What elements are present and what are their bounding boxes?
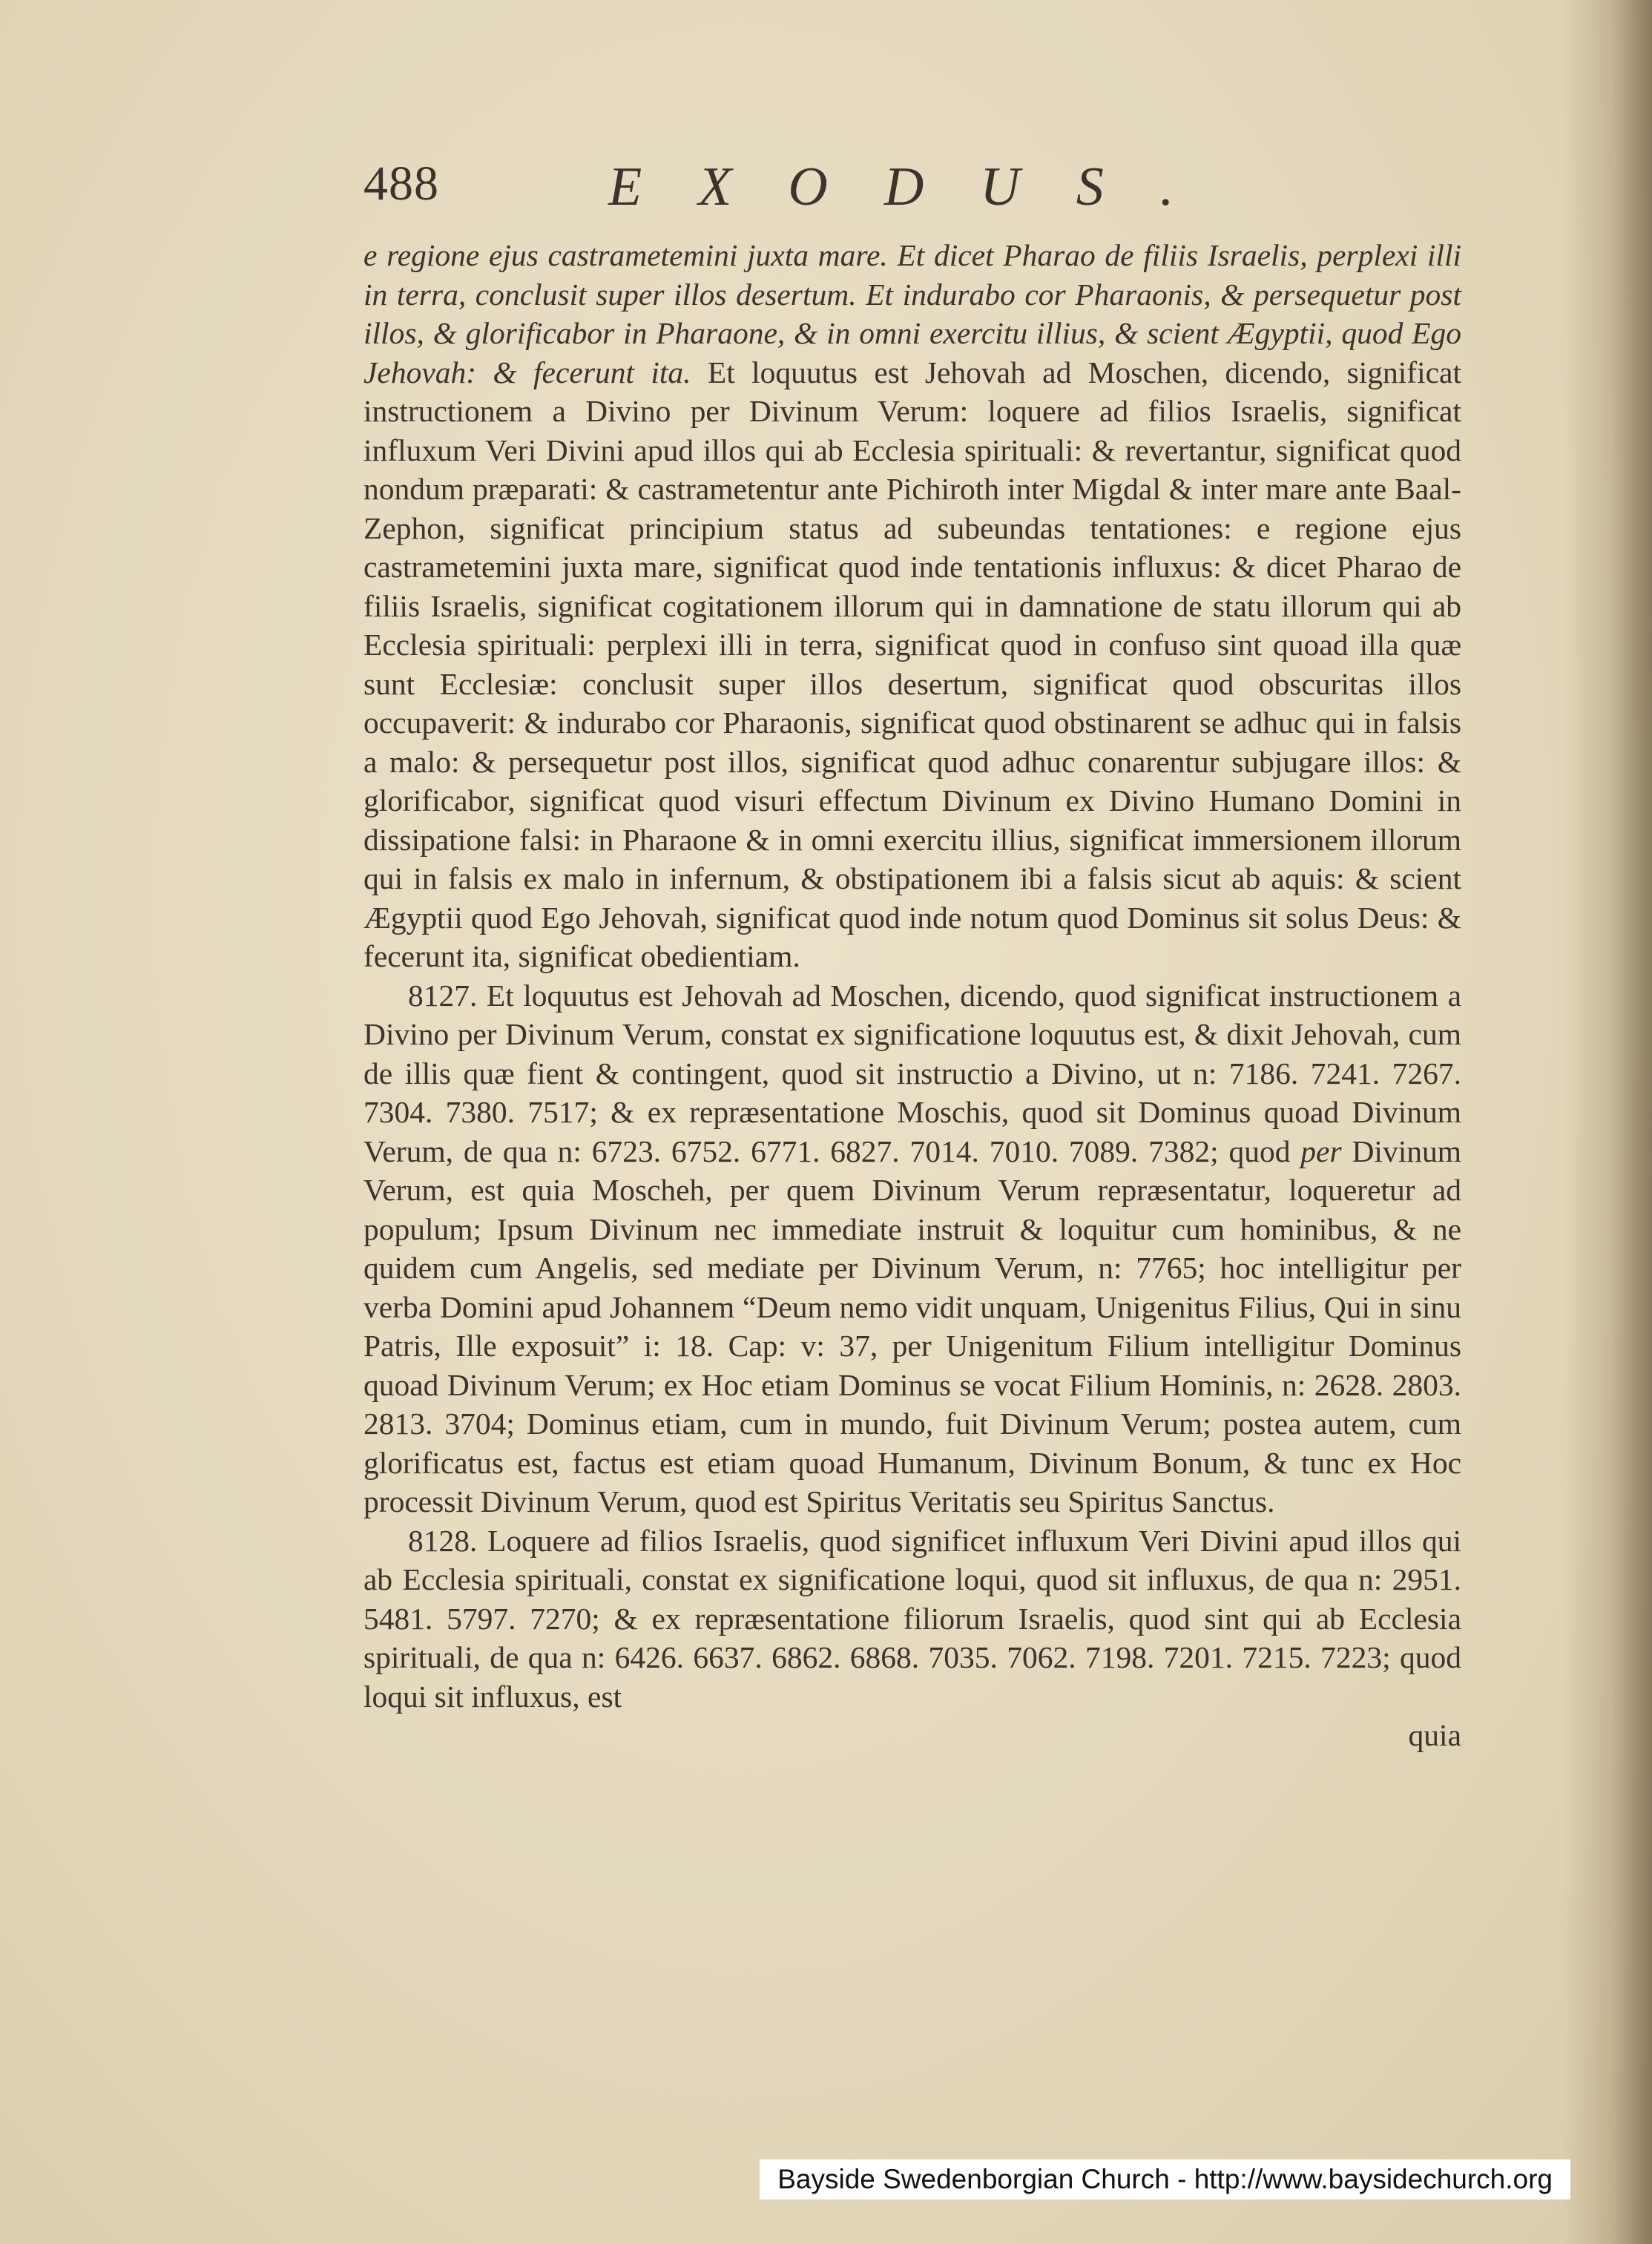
running-head — [363, 156, 1476, 237]
paragraph-8127-text-b: Divinum Verum, est quia Moscheh, per quem Divinum Verum repræsentatur, loqueretur ad populum; Ipsum Divinum nec immediate instruit & loquitur cum hominibus, & ne quidem cum Angelis, sed mediate per Divinum Verum, n: 7765; hoc intelligitur per verba Domini apud Johannem “Deum nemo vidit unquam, Unigenitus Filius, Qui in sinu Patris, Ille exposuit” i: 18. Cap: v: 37, per Unigenitum Filium intelligitur Dominus quoad Divinum Verum; ex Hoc etiam Dominus se vocat Filium Hominis, n: 2628. 2803. 2813. 3704; Dominus etiam, cum in mundo, fuit Divinum Verum; postea autem, cum glorificatus est, factus est etiam quoad Humanum, Divinum Bonum, & tunc ex Hoc processit Divinum Verum, quod est Spiritus Veritatis seu Spiritus Sanctus. — [363, 1133, 1461, 1519]
paragraph-8127-italic-per: per — [1300, 1133, 1342, 1168]
page-number: 488 — [363, 157, 439, 211]
book-title: EXODUS. — [608, 157, 1231, 217]
text-block — [363, 236, 1461, 1755]
intro-explanation: Et loquutus est Jehovah ad Moschen, dicendo, significat instructionem a Divino per Divinum Verum: loquere ad filios Israelis, significat influxum Veri Divini apud illos qui ab Ecclesia spirituali: & revertantur, significat quod nondum præparati: & castrametentur ante Pichiroth inter Migdal & inter mare ante Baal-Zephon, significat principium status ad subeundas tentationes: e regione ejus castrametemini juxta mare, significat quod inde tentationis influxus: & dicet Pharao de filiis Israelis, significat cogitationem illorum qui in damnatione de statu illorum qui ab Ecclesia spirituali: perplexi illi in terra, significat quod in confuso sint quoad illa quæ sunt Ecclesiæ: conclusit super illos desertum, significat quod obscuritas illos occupaverit: & indurabo cor Pharaonis, significat quod obstinarent se adhuc qui in falsis a malo: & persequetur post illos, significat quod adhuc conarentur subjugare illos: & glorificabor, significat quod visuri effectum Divinum ex Divino Humano Domini in dissipatione falsi: in Pharaone & in omni exercitu illius, significat immersionem illorum qui in falsis ex malo in infernum, & obstipationem ibi a falsis sicut ab aquis: & scient Ægyptii quod Ego Jehovah, significat quod inde notum quod Dominus sit solus Deus: & fecerunt ita, significat obedientiam. — [363, 355, 1462, 973]
paragraph-8128: 8128. Loquere ad filios Israelis, quod significet influxum Veri Divini apud illos qui ab Ecclesia spirituali, constat ex significatione loqui, quod sit influxus, de qua n: 2951. 5481. 5797. 7270; & ex repræsentatione filiorum Israelis, quod sint qui ab Ecclesia spirituali, de qua n: 6426. 6637. 6862. 6868. 7035. 7062. 7198. 7201. 7215. 7223; quod loqui sit influxus, est — [363, 1523, 1461, 1714]
scripture-quote: e regione ejus castrametemini juxta mare. Et dicet Pharao de filiis Israelis, perplexi illi in terra, conclusit super illos desertum. Et indurabo cor Pharaonis, & persequetur post illos, & glorificabor in Pharaone, & in omni exercitu illius, & scient Ægyptii, quod Ego Jehovah: & fecerunt ita. — [363, 238, 1461, 389]
intro-paragraph — [363, 236, 1461, 976]
footer-credit: Bayside Swedenborgian Church - http://www.baysidechurch.org — [760, 2159, 1570, 2199]
paragraph-8127-text-a: 8127. Et loquutus est Jehovah ad Moschen, dicendo, quod significat instructionem a Divino per Divinum Verum, constat ex significatione loquutus est, & dixit Jehovah, cum de illis quæ fient & contingent, quod sit instructio a Divino, ut n: 7186. 7241. 7267. 7304. 7380. 7517; & ex repræsentatione Moschis, quod sit Dominus quoad Divinum Verum, de qua n: 6723. 6752. 6771. 6827. 7014. 7010. 7089. 7382; quod — [363, 978, 1461, 1168]
catchword: quia — [1408, 1718, 1461, 1752]
paragraph-8127 — [363, 976, 1461, 1521]
page-gutter-shadow — [1563, 0, 1652, 2244]
